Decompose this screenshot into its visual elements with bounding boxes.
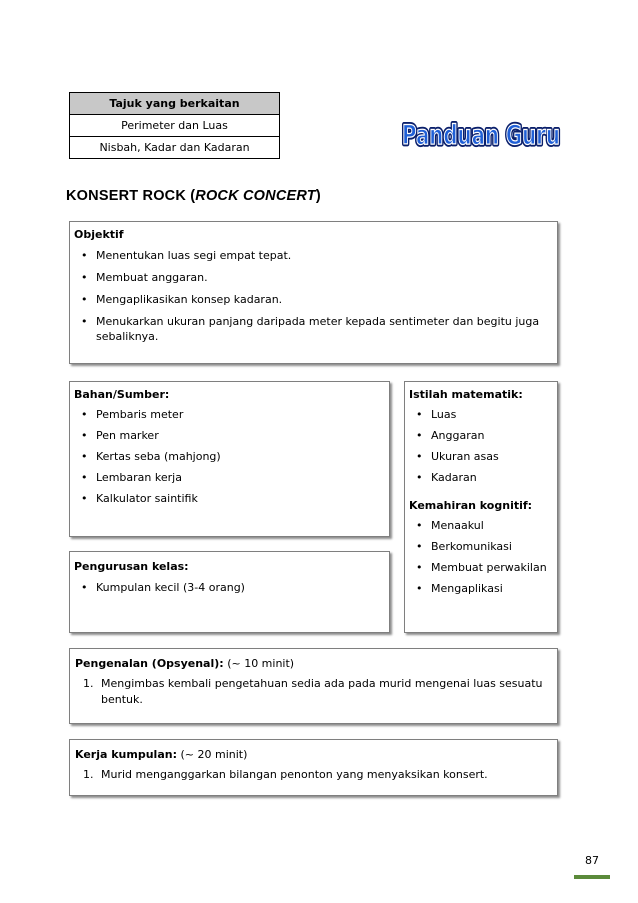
guide-logo-outline: Panduan Guru [402,120,560,151]
bullet-icon: • [81,429,88,442]
list-item: • Kadaran [416,471,477,484]
bullet-icon: • [416,561,423,574]
list-item: • Menaakul [416,519,484,532]
group-work-heading: Kerja kumpulan: [75,748,177,761]
bullet-icon: • [81,471,88,484]
introduction-header [75,657,552,670]
list-item: • Pembaris meter [81,408,184,421]
related-topic-row: Perimeter dan Luas [121,119,228,132]
materials-box [69,381,390,537]
introduction-heading: Pengenalan (Opsyenal): [75,657,224,670]
related-topics-table [69,92,280,159]
objective-heading: Objektif [74,228,124,241]
math-terms-list [409,407,553,485]
list-item: • Mengaplikasikan konsep kadaran. [81,293,283,306]
list-item: • Luas [416,408,457,421]
group-work-duration: (~ 20 minit) [180,748,248,761]
math-terms-heading: Istilah matematik: [409,388,523,401]
list-item: • Menentukan luas segi empat tepat. [81,249,292,262]
group-work-header [75,748,552,761]
bullet-icon: • [81,581,88,594]
list-item: • Membuat anggaran. [81,271,208,284]
list-item: • Mengaplikasi [416,582,503,595]
introduction-duration: (~ 10 minit) [227,657,295,670]
bullet-icon: • [416,582,423,595]
guide-logo-text: Panduan Guru [402,120,560,151]
classroom-list [74,580,385,595]
cognitive-skills-list [409,518,553,596]
bullet-icon: • [81,293,88,306]
list-item: • Kertas seba (mahjong) [81,450,221,463]
terms-box [404,381,558,633]
bullet-icon: • [416,408,423,421]
bullet-icon: • [81,450,88,463]
lesson-title [66,188,321,204]
bullet-icon: • [81,492,88,505]
bullet-icon: • [81,315,88,328]
list-item: • Kumpulan kecil (3-4 orang) [81,581,245,594]
list-item: • Pen marker [81,429,159,442]
list-item: • Kalkulator saintifik [81,492,198,505]
classroom-box [69,551,390,633]
list-item: • Menukarkan ukuran panjang daripada meter kepada sentimeter dan begitu juga sebaliknya. [81,315,540,343]
guide-logo [398,113,566,155]
related-topic-row: Nisbah, Kadar dan Kadaran [70,136,279,158]
related-topics-heading: Tajuk yang berkaitan [70,93,279,115]
materials-list [74,407,385,506]
bullet-icon: • [81,408,88,421]
objective-list [74,248,553,344]
bullet-icon: • [416,429,423,442]
classroom-heading: Pengurusan kelas: [74,560,189,573]
list-item: • Ukuran asas [416,450,499,463]
bullet-icon: • [416,450,423,463]
introduction-box [69,648,558,724]
group-work-list [75,767,552,783]
bullet-icon: • [81,271,88,284]
bullet-icon: • [416,519,423,532]
lesson-title-english: ROCK CONCERT [195,188,316,204]
list-item: • Berkomunikasi [416,540,512,553]
lesson-title-end: ) [315,188,321,204]
page-number: 87 [585,854,599,867]
group-work-box [69,739,558,796]
bullet-icon: • [81,249,88,262]
introduction-list [75,676,552,708]
lesson-title-main: KONSERT ROCK ( [66,188,196,204]
bullet-icon: • [416,540,423,553]
page-number-rule [574,875,610,879]
list-item: 1. Mengimbas kembali pengetahuan sedia ada pada murid mengenai luas sesuatu bentuk. [83,677,543,706]
list-item: • Membuat perwakilan [416,561,547,574]
list-item: • Lembaran kerja [81,471,182,484]
materials-heading: Bahan/Sumber: [74,388,170,401]
list-item: • Anggaran [416,429,485,442]
objective-box [69,221,558,364]
cognitive-skills-heading: Kemahiran kognitif: [409,499,533,512]
list-item: 1. Murid menganggarkan bilangan penonton yang menyaksikan konsert. [83,768,488,781]
bullet-icon: • [416,471,423,484]
